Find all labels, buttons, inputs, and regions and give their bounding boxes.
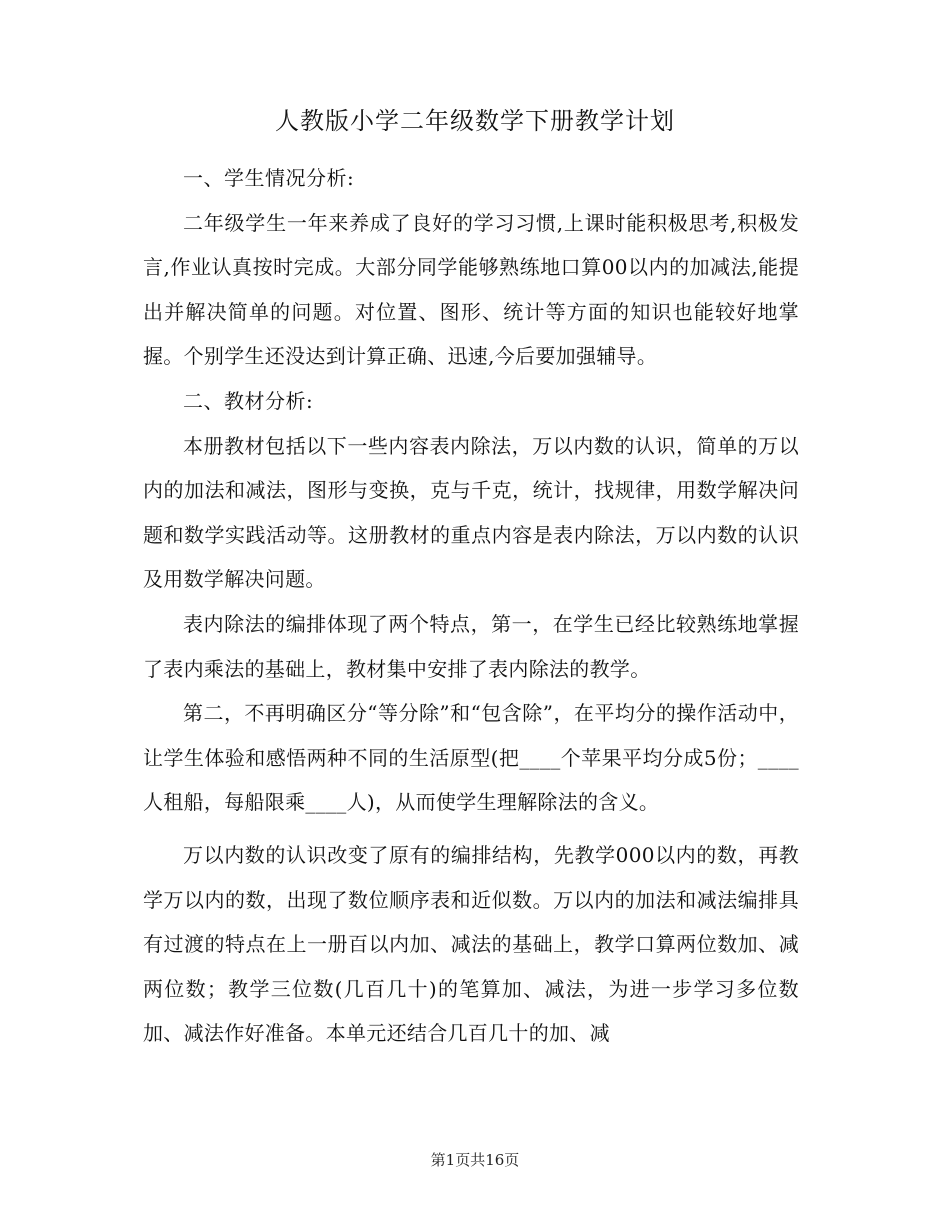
page-footer: 第1页共16页 xyxy=(430,1151,520,1169)
paragraph-textbook-content: 本册教材包括以下一些内容表内除法，万以内数的认识，简单的万以内的加法和减法，图形与变换，克与千克，统计，找规律，用数学解决问题和数学实践活动等。这册教材的重点内容是表内除法，万以内数的认识及用数学解决问题。 xyxy=(143,433,799,592)
paragraph-division-features: 表内除法的编排体现了两个特点，第一，在学生已经比较熟练地掌握了表内乘法的基础上，教材集中安排了表内除法的教学。 xyxy=(143,611,799,681)
paragraph-numbers-within-ten-thousand: 万以内数的认识改变了原有的编排结构，先教学000以内的数，再教学万以内的数，出现了数位顺序表和近似数。万以内的加法和减法编排具有过渡的特点在上一册百以内加、减法的基础上，教学口算两位数加、减两位数；教学三位数(几百几十)的笔算加、减法，为进一步学习多位数加、减法作好准备。本单元还结合几百几十的加、减 xyxy=(143,842,799,1046)
document-title: 人教版小学二年级数学下册教学计划 xyxy=(275,107,675,135)
section-heading-student-analysis: 一、学生情况分析: xyxy=(183,166,355,190)
paragraph-student-analysis: 二年级学生一年来养成了良好的学习习惯,上课时能积极思考,积极发言,作业认真按时完成。大部分同学能够熟练地口算00以内的加减法,能提出并解决简单的问题。对位置、图形、统计等方面的知识也能较好地掌握。个别学生还没达到计算正确、迅速,今后要加强辅导。 xyxy=(143,210,799,369)
section-heading-textbook-analysis: 二、教材分析: xyxy=(183,388,314,413)
document-body xyxy=(143,156,799,1056)
paragraph-division-second-feature: 第二，不再明确区分“等分除”和“包含除”，在平均分的操作活动中，让学生体验和感悟两种不同的生活原型(把____个苹果平均分成5份；____人租船，每船限乘____人)，从而使学生理解除法的含义。 xyxy=(143,701,799,815)
